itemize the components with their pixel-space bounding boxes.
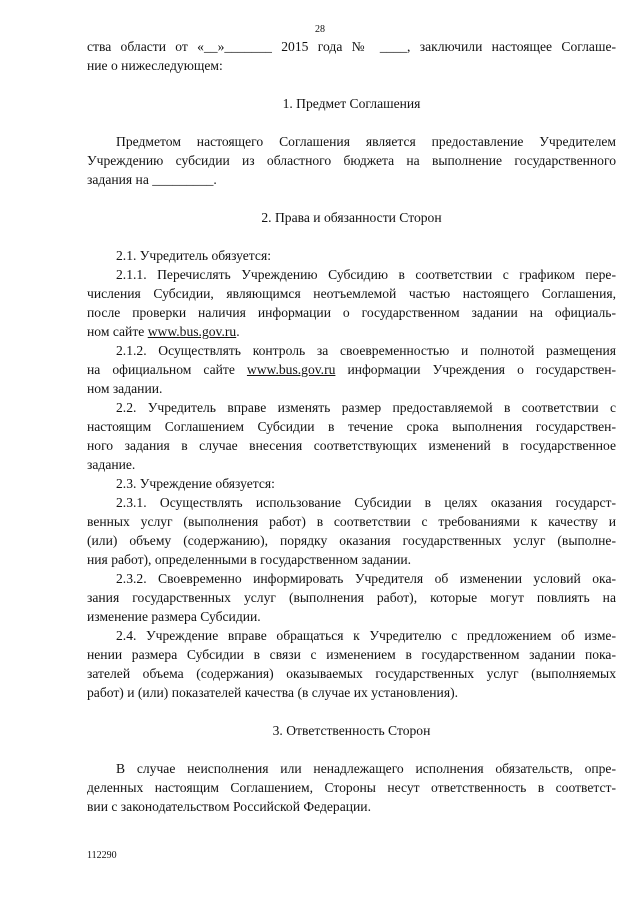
section-1-title: 1. Предмет Соглашения	[282, 96, 421, 111]
text-line	[87, 322, 616, 341]
text-line: зателей объема (содержания) оказываемых государственных услуг (выполняемых	[87, 666, 616, 681]
text-line: Учреждению субсидии из областного бюджета на выполнение государственного	[87, 153, 616, 168]
text-line: работ) и (или) показателей качества (в случае их установления).	[87, 685, 459, 700]
intro-line-1: ства области от «__»_______ 2015 года № ____, заключили настоящее Соглаше-	[87, 39, 616, 54]
text-line: ного задания в случае внесения соответствующих изменений в государственное	[87, 438, 616, 453]
text-line: ния работ), определенными в государственном задании.	[87, 552, 412, 567]
text-line: венных услуг (выполнения работ) в соответствии с требованиями к качеству и	[87, 514, 616, 529]
section-3-paragraph	[87, 759, 616, 816]
text-line: Предметом настоящего Соглашения является предоставление Учредителем	[116, 134, 616, 149]
text-line: задания на _________.	[87, 172, 217, 187]
clause-2-3: 2.3. Учреждение обязуется:	[116, 476, 275, 491]
text-fragment: на официальном сайте	[87, 362, 247, 377]
clause-2-1-1	[87, 265, 616, 341]
text-line: 2.4. Учреждение вправе обращаться к Учредителю с предложением об изме-	[116, 628, 616, 643]
text-line: зания государственных услуг (выполнения работ), которые могут повлиять на	[87, 590, 616, 605]
bus-gov-link[interactable]: www.bus.gov.ru	[147, 324, 237, 339]
document-body	[87, 37, 616, 816]
clause-2-3-2	[87, 569, 616, 626]
text-line: 2.1.2. Осуществлять контроль за своевременностью и полнотой размещения	[116, 343, 616, 358]
text-fragment: ном сайте	[87, 324, 148, 339]
text-line: 2.3.1. Осуществлять использование Субсидии в целях оказания государст-	[116, 495, 616, 510]
text-fragment: .	[236, 324, 240, 339]
text-line	[87, 360, 616, 379]
section-1-paragraph	[87, 132, 616, 189]
intro-line-2: ние о нижеследующем:	[87, 58, 223, 73]
section-2-title: 2. Права и обязанности Сторон	[261, 210, 442, 225]
clause-2-3-1	[87, 493, 616, 569]
text-line: 2.3.2. Своевременно информировать Учредителя об изменении условий ока-	[116, 571, 616, 586]
text-line: 2.1.1. Перечислять Учреждению Субсидию в соответствии с графиком пере-	[116, 267, 616, 282]
text-line: вии с законодательством Российской Федерации.	[87, 799, 371, 814]
clause-2-1: 2.1. Учредитель обязуется:	[116, 248, 271, 263]
text-line: нении размера Субсидии в связи с изменением в государственном задании пока-	[87, 647, 616, 662]
text-line: деленных настоящим Соглашением, Стороны несут ответственность в соответст-	[87, 780, 616, 795]
section-3-title: 3. Ответственность Сторон	[272, 723, 431, 738]
page-number: 28	[315, 24, 325, 35]
bus-gov-link[interactable]: www.bus.gov.ru	[246, 362, 336, 377]
text-line: после проверки наличия информации о государственном задании на официаль-	[87, 305, 616, 320]
document-code: 112290	[87, 850, 117, 861]
text-line: задание.	[87, 457, 136, 472]
text-line: ном задании.	[87, 381, 163, 396]
text-line: 2.2. Учредитель вправе изменять размер предоставляемой в соответствии с	[116, 400, 616, 415]
text-line: числения Субсидии, являющимся неотъемлемой частью настоящего Соглашения,	[87, 286, 616, 301]
text-line: настоящим Соглашением Субсидии в течение срока выполнения государствен-	[87, 419, 616, 434]
text-fragment: информации Учреждения о государствен-	[335, 362, 616, 377]
clause-2-4	[87, 626, 616, 702]
text-line: В случае неисполнения или ненадлежащего исполнения обязательств, опре-	[116, 761, 616, 776]
clause-2-1-2	[87, 341, 616, 398]
clause-2-2	[87, 398, 616, 474]
text-line: (или) объему (содержанию), порядку оказания государственных услуг (выполне-	[87, 533, 616, 548]
text-line: изменение размера Субсидии.	[87, 609, 261, 624]
